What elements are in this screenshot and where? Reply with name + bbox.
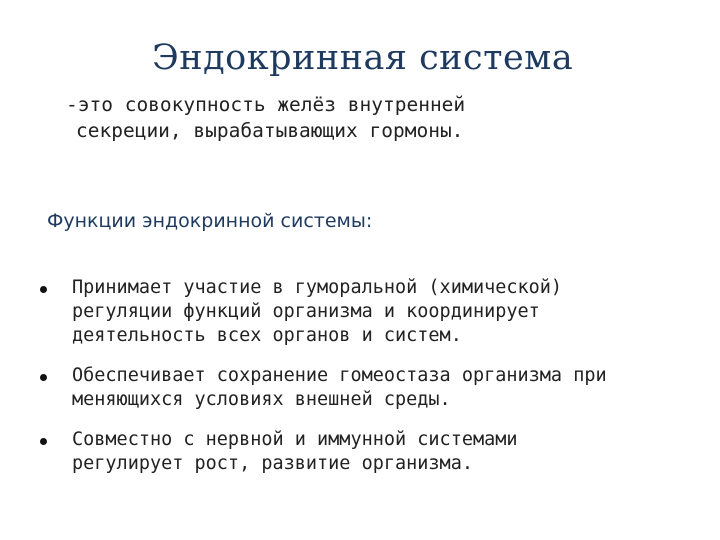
definition-line: -это совокупность желёз внутренней	[66, 93, 466, 116]
function-item	[40, 428, 607, 476]
function-line: Обеспечивает сохранение гомеостаза организма при	[72, 365, 607, 386]
definition-text	[66, 92, 465, 144]
definition-line: секреции, вырабатывающих гормоны.	[76, 119, 464, 142]
bullet-icon	[40, 374, 47, 381]
bullet-icon	[40, 438, 47, 445]
function-line: деятельность всех органов и систем.	[72, 325, 462, 346]
function-line: Совместно с нервной и иммунной системами	[72, 429, 518, 450]
functions-list	[40, 276, 607, 476]
function-line: Принимает участие в гуморальной (химической)	[72, 277, 563, 298]
functions-heading: Функции эндокринной системы:	[47, 210, 373, 232]
function-line: меняющихся условиях внешней среды.	[72, 389, 451, 410]
function-item	[40, 364, 607, 412]
bullet-icon	[40, 286, 47, 293]
function-line: регулирует рост, развитие организма.	[72, 453, 473, 474]
function-item	[40, 276, 607, 348]
function-line: регуляции функций организма и координирует	[72, 301, 540, 322]
slide-title: Эндокринная система	[152, 38, 574, 78]
